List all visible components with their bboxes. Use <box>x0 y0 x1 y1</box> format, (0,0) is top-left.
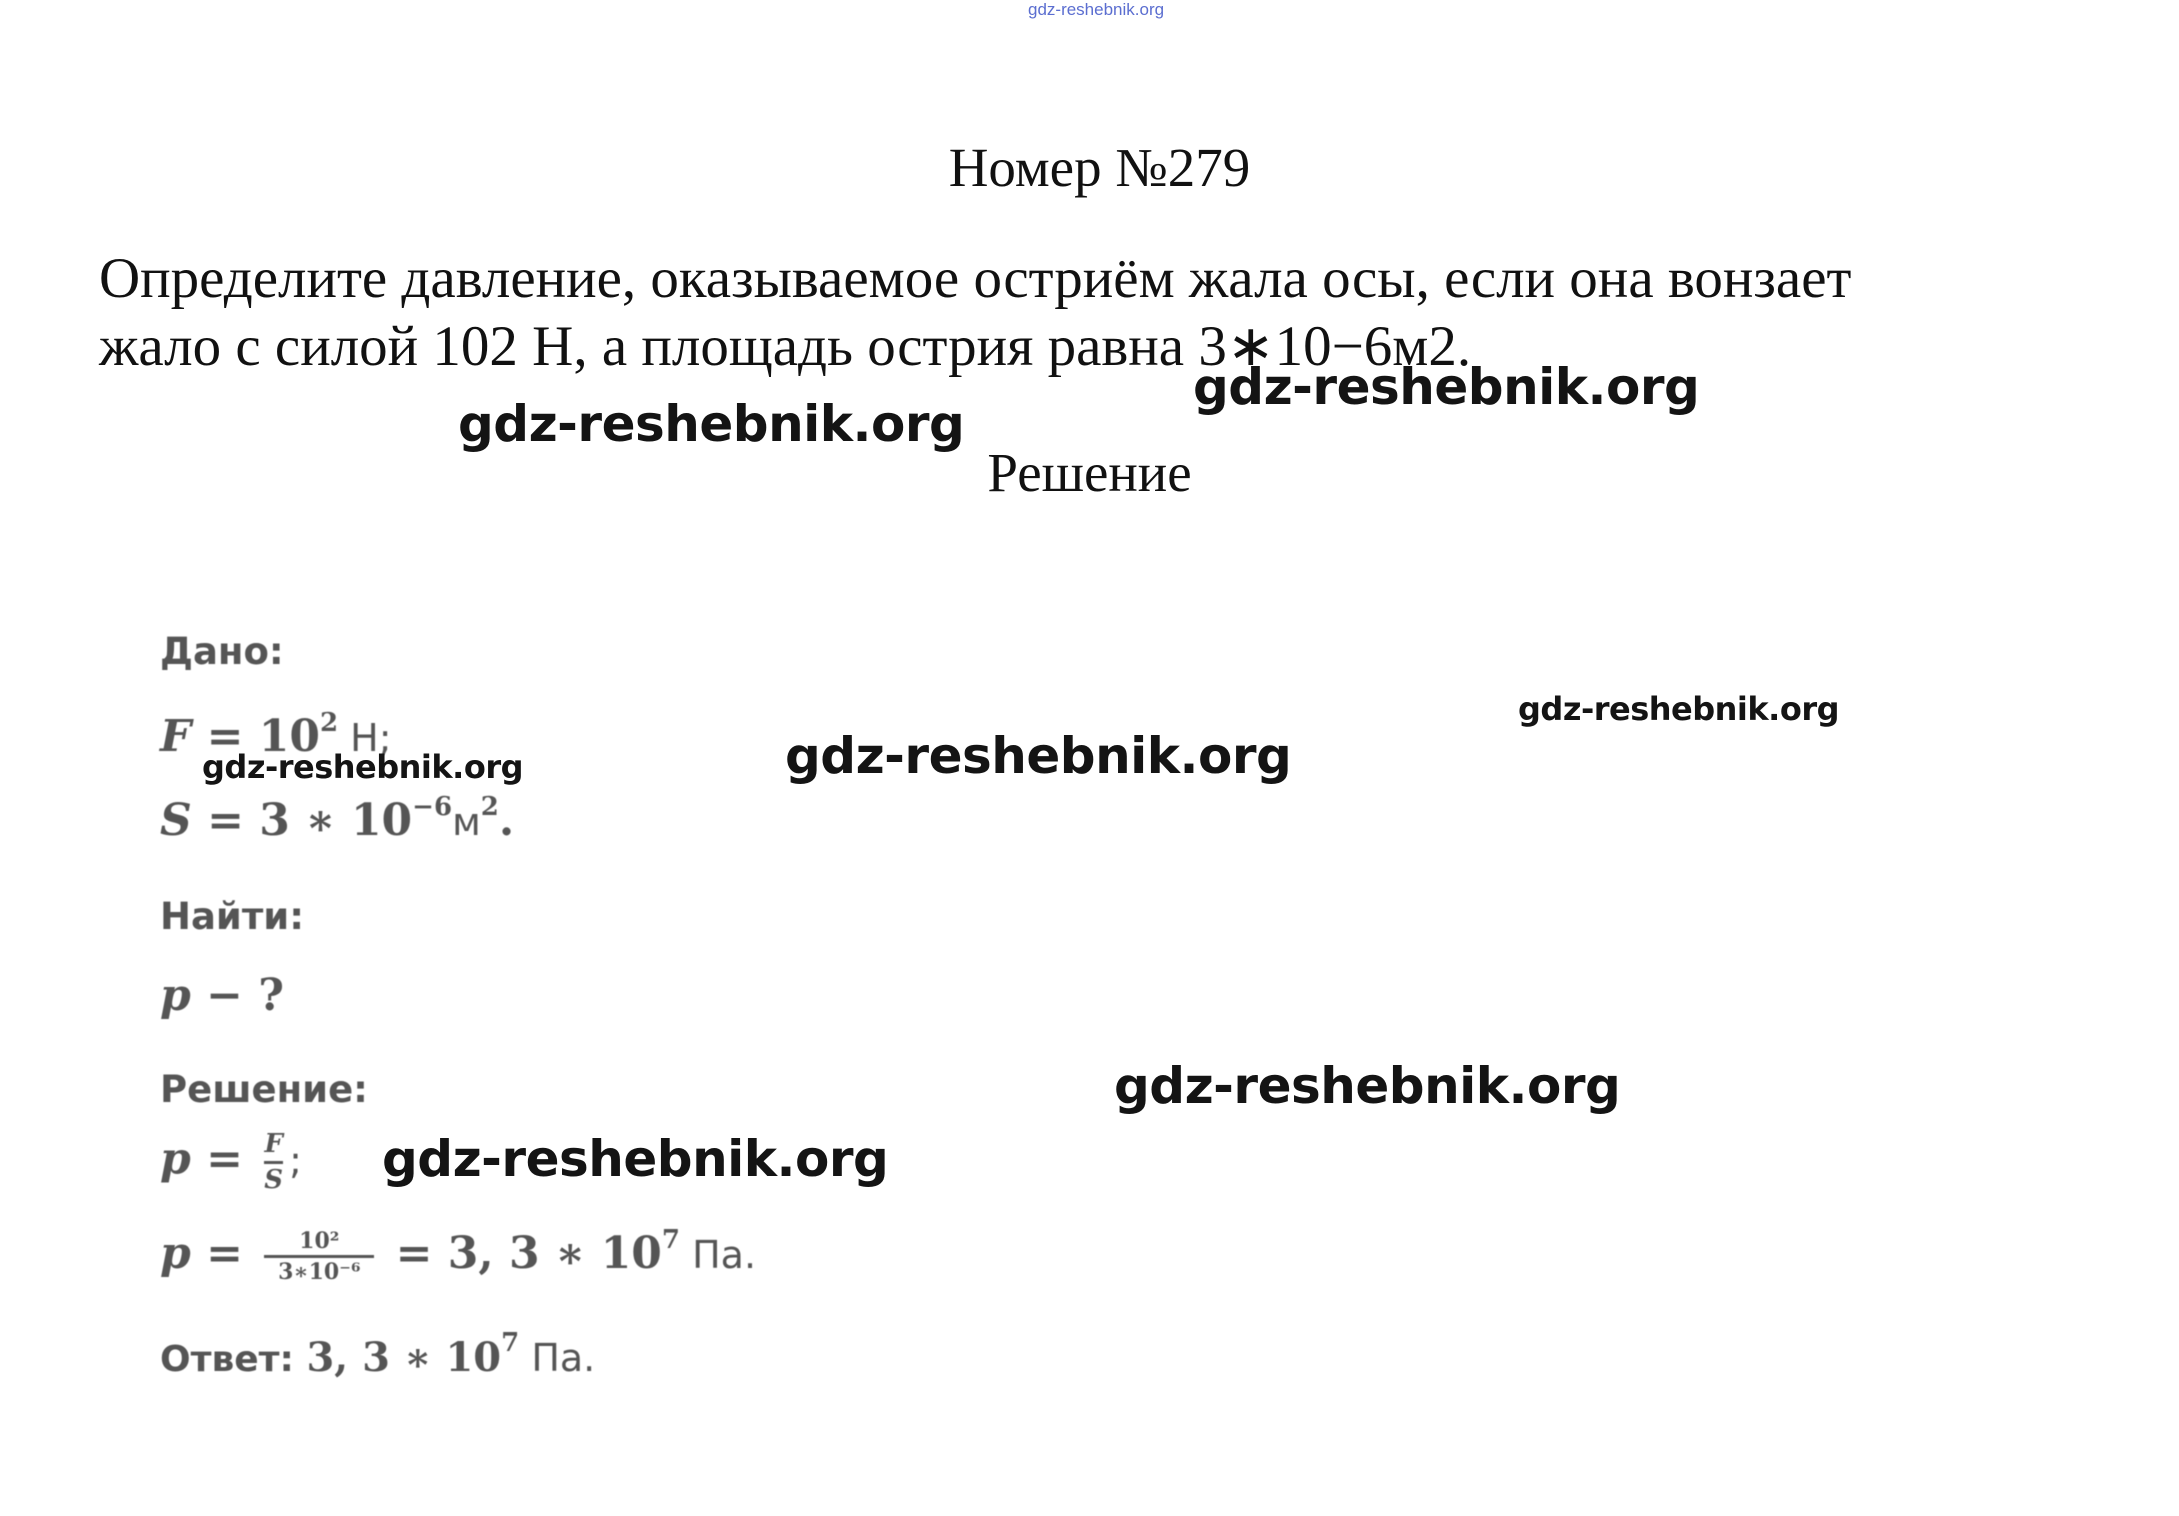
force-value: = 10 <box>191 711 320 762</box>
formula2-exponent: 7 <box>661 1225 681 1255</box>
area-exponent: −6 <box>412 792 453 822</box>
find-value <box>160 970 284 1021</box>
formula-definition <box>160 1130 302 1194</box>
formula2-result: = 3, 3 ∗ 10 <box>380 1228 662 1279</box>
formula1-end: ; <box>289 1138 302 1183</box>
watermark: gdz-reshebnik.org <box>1193 358 1700 416</box>
problem-line-2: жало с силой 102 Н, а площадь острия равна 3∗10−6м2. <box>99 315 1472 378</box>
find-label: Найти: <box>160 895 305 938</box>
formula1-eq: = <box>190 1133 259 1185</box>
pressure-symbol: p <box>160 970 191 1021</box>
force-symbol: F <box>160 711 192 762</box>
problem-line-1: Определите давление, оказываемое остриём жала осы, если она вонзает <box>99 247 1852 310</box>
area-end: . <box>498 795 515 846</box>
answer-unit: Па. <box>519 1336 596 1380</box>
solution-heading: Решение <box>987 442 1192 503</box>
fraction-bar <box>264 1255 374 1258</box>
force-unit: Н; <box>338 716 392 760</box>
formula2-eq: = <box>190 1228 259 1279</box>
formula2-numerator: 10² <box>299 1227 340 1254</box>
watermark: gdz-reshebnik.org <box>382 1130 889 1188</box>
formula1-fraction <box>264 1130 283 1194</box>
area-unit: м <box>452 800 481 844</box>
answer-value: 3, 3 ∗ 10 <box>306 1334 502 1381</box>
watermark: gdz-reshebnik.org <box>785 727 1292 785</box>
answer-exponent: 7 <box>501 1328 520 1358</box>
site-link[interactable]: gdz-reshebnik.org <box>1028 0 1165 19</box>
given-label: Дано: <box>160 630 284 673</box>
formula1-numerator: F <box>264 1129 283 1159</box>
formula2-denominator: 3∗10⁻⁶ <box>278 1259 361 1285</box>
fraction-bar <box>264 1161 283 1164</box>
given-area <box>160 792 514 846</box>
problem-statement <box>99 245 1999 381</box>
answer <box>160 1328 595 1381</box>
watermark: gdz-reshebnik.org <box>202 748 523 786</box>
formula2-unit: Па. <box>680 1233 757 1277</box>
answer-label: Ответ: <box>160 1339 307 1380</box>
watermark: gdz-reshebnik.org <box>1518 690 1839 728</box>
force-exponent: 2 <box>319 708 339 738</box>
page-title: Номер №279 <box>948 137 1251 198</box>
formula1-denominator: S <box>264 1164 284 1195</box>
watermark: gdz-reshebnik.org <box>1114 1057 1621 1115</box>
watermark: gdz-reshebnik.org <box>458 395 965 453</box>
area-value: = 3 ∗ 10 <box>191 795 413 846</box>
formula2-symbol: p <box>160 1228 191 1279</box>
area-unit-exponent: 2 <box>480 792 499 822</box>
solution-label: Решение: <box>160 1068 368 1111</box>
formula-calculation <box>160 1225 756 1284</box>
formula2-fraction <box>264 1229 374 1284</box>
formula1-symbol: p <box>160 1133 191 1185</box>
area-symbol: S <box>160 795 192 846</box>
find-rest: − ? <box>190 970 285 1021</box>
